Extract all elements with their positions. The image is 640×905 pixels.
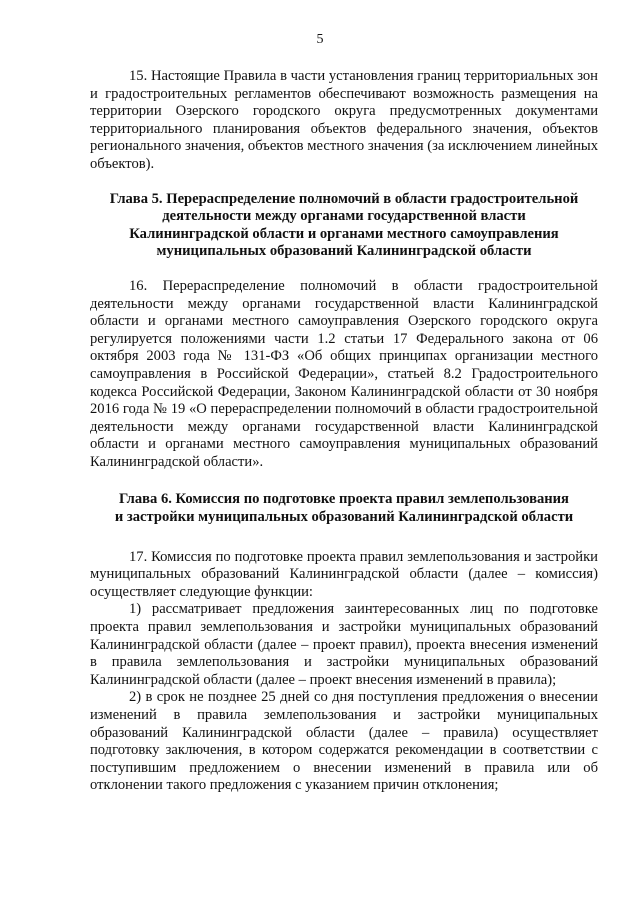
- chapter-5-heading-line-4: муниципальных образований Калининградской области: [156, 243, 532, 260]
- page-number: 5: [316, 32, 324, 47]
- paragraph-17: 17. Комиссия по подготовке проекта правил землепользования и застройки муниципальных образований Калининградской области (далее – комиссия) осуществляет следующие функции:: [90, 548, 598, 600]
- chapter-6-heading: [90, 491, 598, 526]
- chapter-5-heading-line-1: Глава 5. Перераспределение полномочий в области градостроительной: [109, 190, 579, 207]
- chapter-6-heading-line-1: Глава 6. Комиссия по подготовке проекта правил землепользования: [119, 491, 569, 508]
- paragraph-16: 16. Перераспределение полномочий в области градостроительной деятельности между органами государственной власти Калининградской области и органами местного самоуправления Озерского городского округа регулируется положениями части 1.2 статьи 17 Федерального закона от 06 октября 2003 года № 131-ФЗ «Об общих принципах организации местного самоуправления в Российской Федерации», статьей 8.2 Градостроительного кодекса Российской Федерации, Законом Калининградской области от 30 ноября 2016 года № 19 «О перераспределении полномочий в области градостроительной деятельности между органами государственной власти Калининградской области и органами местного самоуправления муниципальных образований Калининградской области».: [90, 277, 598, 470]
- list-item-2: 2) в срок не позднее 25 дней со дня поступления предложения о внесении изменений в правила землепользования и застройки муниципальных образований Калининградской области (далее – правила) осуществляет подготовку заключения, в котором содержатся рекомендации в соответствии с поступившим предложением о внесении изменений в правила или об отклонении такого предложения с указанием причин отклонения;: [90, 689, 598, 794]
- document-body: [90, 68, 598, 795]
- list-item-1: 1) рассматривает предложения заинтересованных лиц по подготовке проекта правил землепользования и застройки муниципальных образований Калининградской области (далее – проект правил), проекта внесения изменений в правила землепользования и застройки муниципальных образований Калининградской области (далее – проект внесения изменений в правила);: [90, 601, 598, 688]
- chapter-5-heading-line-3: Калининградской области и органами местного самоуправления: [129, 225, 559, 242]
- paragraph-15: 15. Настоящие Правила в части установления границ территориальных зон и градостроительных регламентов обеспечивают возможность размещения на территории Озерского городского округа предусмотренных документами территориального планирования объектов федерального значения, объектов регионального значения, объектов местного значения (за исключением линейных объектов).: [90, 68, 598, 172]
- chapter-5-heading: [90, 191, 598, 261]
- chapter-6-heading-line-2: и застройки муниципальных образований Калининградской области: [114, 509, 574, 526]
- chapter-5-heading-line-2: деятельности между органами государственной власти: [162, 208, 526, 225]
